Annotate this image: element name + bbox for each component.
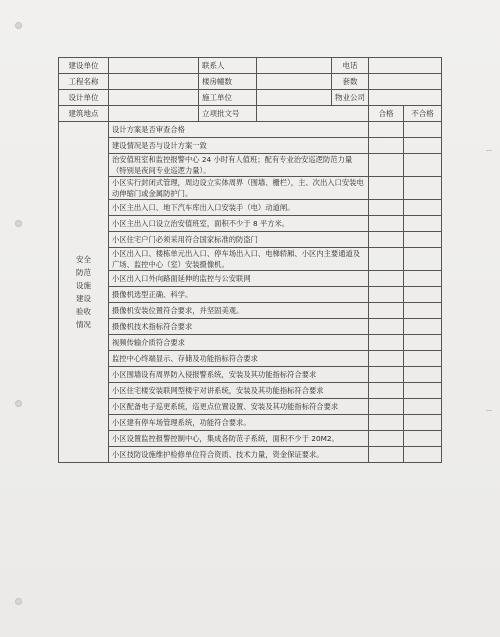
pass-checkbox-cell[interactable] [369, 177, 404, 200]
header-row [59, 58, 442, 74]
check-item-row [59, 383, 442, 399]
check-item-row [59, 319, 442, 335]
fail-checkbox-cell[interactable] [404, 303, 442, 319]
check-item-row [59, 335, 442, 351]
pass-checkbox-cell[interactable] [369, 248, 404, 271]
pass-checkbox-cell[interactable] [369, 447, 404, 463]
check-item-row [59, 154, 442, 177]
pass-checkbox-cell[interactable] [369, 335, 404, 351]
fail-checkbox-cell[interactable] [404, 216, 442, 232]
header-row [59, 74, 442, 90]
check-item-text: 小区出入口、楼栋单元出入口、停车场出入口、电梯轿厢、小区内主要通道及广场、监控中心（室）安装摄像机。 [109, 248, 369, 271]
value-unit-count[interactable] [369, 74, 442, 90]
fail-checkbox-cell[interactable] [404, 200, 442, 216]
header-row [59, 90, 442, 106]
check-item-text: 建设情况是否与设计方案一致 [109, 138, 369, 154]
header-row [59, 106, 442, 122]
label-phone: 电话 [332, 58, 369, 74]
check-item-row [59, 248, 442, 271]
check-item-text: 小区主出入口、地下汽车库出入口安装手（电）动道闸。 [109, 200, 369, 216]
check-item-text: 小区主出入口设立治安值班室，面积不少于 8 平方米。 [109, 216, 369, 232]
check-item-text: 小区围墙设有周界防入侵报警系统，安装及其功能指标符合要求 [109, 367, 369, 383]
fail-checkbox-cell[interactable] [404, 351, 442, 367]
label-unit-count: 套数 [332, 74, 369, 90]
pass-checkbox-cell[interactable] [369, 216, 404, 232]
label-contact-person: 联系人 [199, 58, 257, 74]
margin-mark [486, 150, 492, 151]
check-item-text: 小区配备电子巡更系统，巡更点位置设置、安装及其功能指标符合要求 [109, 399, 369, 415]
fail-checkbox-cell[interactable] [404, 399, 442, 415]
check-item-text: 摄像机技术指标符合要求 [109, 319, 369, 335]
check-item-text: 小区实行封闭式管理，周边设立实体周界（围墙、栅栏），主、次出入口安装电动伸缩门或金属防护门。 [109, 177, 369, 200]
fail-checkbox-cell[interactable] [404, 367, 442, 383]
pass-checkbox-cell[interactable] [369, 200, 404, 216]
label-building-count: 楼房幢数 [199, 74, 257, 90]
fail-checkbox-cell[interactable] [404, 431, 442, 447]
check-item-row [59, 367, 442, 383]
fail-checkbox-cell[interactable] [404, 335, 442, 351]
check-item-row [59, 216, 442, 232]
fail-checkbox-cell[interactable] [404, 319, 442, 335]
label-property-company: 物业公司 [332, 90, 369, 106]
check-item-row [59, 138, 442, 154]
value-builder-unit[interactable] [257, 90, 332, 106]
binding-holes [15, 0, 25, 637]
fail-checkbox-cell[interactable] [404, 271, 442, 287]
section-label-security-facilities: 安全 防范 设施 建设 验收 情况 [59, 122, 109, 463]
value-property-company[interactable] [369, 90, 442, 106]
binding-hole [15, 400, 22, 407]
value-project-name[interactable] [109, 74, 199, 90]
column-header-pass: 合格 [369, 106, 404, 122]
fail-checkbox-cell[interactable] [404, 383, 442, 399]
fail-checkbox-cell[interactable] [404, 415, 442, 431]
check-item-text: 小区住宅楼安装联网型楼宇对讲系统，安装及其功能指标符合要求 [109, 383, 369, 399]
pass-checkbox-cell[interactable] [369, 399, 404, 415]
check-item-text: 小区出入口外向路面延伸的监控与公安联网 [109, 271, 369, 287]
check-item-row [59, 232, 442, 248]
fail-checkbox-cell[interactable] [404, 122, 442, 138]
pass-checkbox-cell[interactable] [369, 351, 404, 367]
check-item-text: 摄像机安装位置符合要求，并坚固美观。 [109, 303, 369, 319]
fail-checkbox-cell[interactable] [404, 232, 442, 248]
binding-hole [15, 22, 22, 29]
check-item-text: 小区建有停车场管理系统，功能符合要求。 [109, 415, 369, 431]
pass-checkbox-cell[interactable] [369, 154, 404, 177]
check-item-row [59, 200, 442, 216]
pass-checkbox-cell[interactable] [369, 287, 404, 303]
pass-checkbox-cell[interactable] [369, 138, 404, 154]
check-item-row [59, 399, 442, 415]
check-item-text: 监控中心终端显示、存储及功能指标符合要求 [109, 351, 369, 367]
margin-mark [486, 410, 492, 411]
acceptance-form-table [58, 57, 442, 463]
pass-checkbox-cell[interactable] [369, 303, 404, 319]
fail-checkbox-cell[interactable] [404, 287, 442, 303]
check-item-row [59, 351, 442, 367]
check-item-text: 治安值班室和监控报警中心 24 小时有人值班；配有专业治安巡逻防范力量（特别是夜间专业巡逻力量）。 [109, 154, 369, 177]
label-design-unit: 设计单位 [59, 90, 109, 106]
pass-checkbox-cell[interactable] [369, 367, 404, 383]
value-building-count[interactable] [257, 74, 332, 90]
label-construction-unit: 建设单位 [59, 58, 109, 74]
value-phone[interactable] [369, 58, 442, 74]
check-item-row [59, 122, 442, 138]
fail-checkbox-cell[interactable] [404, 177, 442, 200]
fail-checkbox-cell[interactable] [404, 248, 442, 271]
label-approval-number: 立项批文号 [199, 106, 257, 122]
check-item-text: 摄像机选型正确、科学。 [109, 287, 369, 303]
value-approval-number[interactable] [257, 106, 369, 122]
pass-checkbox-cell[interactable] [369, 415, 404, 431]
binding-hole [15, 598, 22, 605]
binding-hole [15, 220, 22, 227]
label-builder-unit: 施工单位 [199, 90, 257, 106]
pass-checkbox-cell[interactable] [369, 232, 404, 248]
check-item-row [59, 431, 442, 447]
value-contact-person[interactable] [257, 58, 332, 74]
check-item-text: 设计方案是否审查合格 [109, 122, 369, 138]
check-item-row [59, 303, 442, 319]
check-item-row [59, 287, 442, 303]
check-item-text: 小区技防设施维护检修单位符合资质、技术力量，资金保证要求。 [109, 447, 369, 463]
check-item-row [59, 177, 442, 200]
pass-checkbox-cell[interactable] [369, 383, 404, 399]
label-project-name: 工程名称 [59, 74, 109, 90]
pass-checkbox-cell[interactable] [369, 431, 404, 447]
fail-checkbox-cell[interactable] [404, 138, 442, 154]
pass-checkbox-cell[interactable] [369, 271, 404, 287]
value-construction-unit[interactable] [109, 58, 199, 74]
pass-checkbox-cell[interactable] [369, 319, 404, 335]
check-item-text: 视频传输介质符合要求 [109, 335, 369, 351]
value-building-location[interactable] [109, 106, 199, 122]
value-design-unit[interactable] [109, 90, 199, 106]
check-item-row [59, 415, 442, 431]
pass-checkbox-cell[interactable] [369, 122, 404, 138]
check-item-text: 小区住宅户门必须采用符合国家标准的防盗门 [109, 232, 369, 248]
check-item-text: 小区设置监控报警控制中心，集成各防范子系统，面积不少于 20M2。 [109, 431, 369, 447]
fail-checkbox-cell[interactable] [404, 447, 442, 463]
label-building-location: 建筑地点 [59, 106, 109, 122]
column-header-fail: 不合格 [404, 106, 442, 122]
check-item-row [59, 271, 442, 287]
check-item-row [59, 447, 442, 463]
fail-checkbox-cell[interactable] [404, 154, 442, 177]
